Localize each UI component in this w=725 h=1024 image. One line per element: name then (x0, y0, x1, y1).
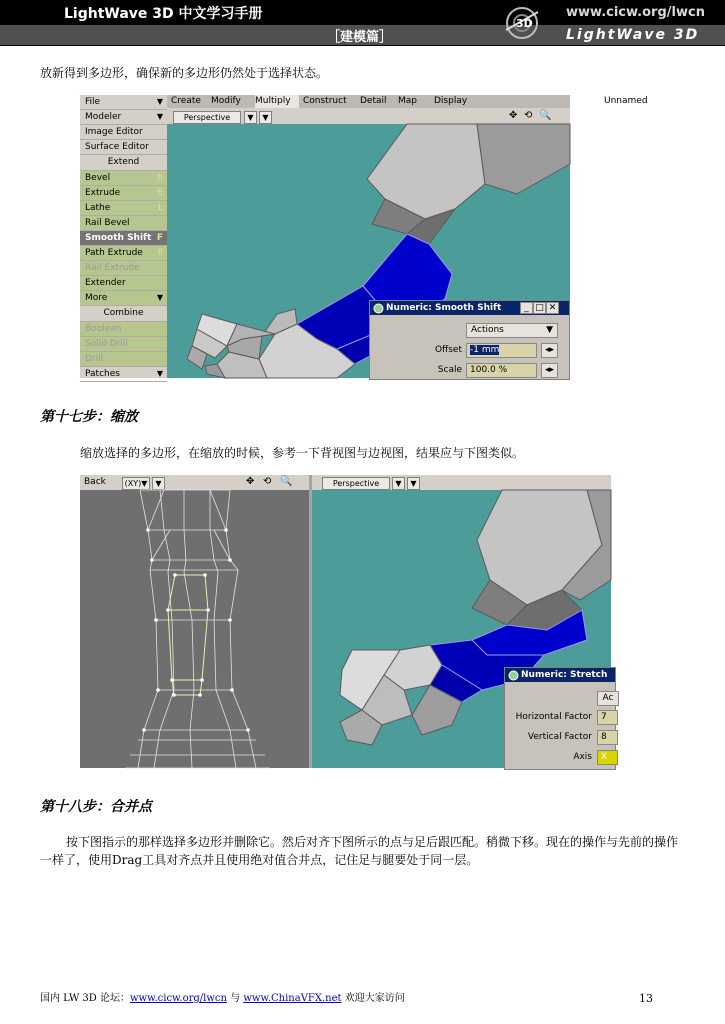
wireframe-leg (80, 490, 309, 768)
chevron-down-icon: ▼ (156, 97, 163, 106)
axes-label: (XY) (124, 479, 142, 488)
footer-link-chinavfx[interactable]: www.ChinaVFX.net (243, 993, 342, 1004)
zoom-view-icon[interactable]: 🔍 (280, 476, 293, 487)
move-view-icon[interactable]: ✥ (509, 110, 518, 121)
chevron-down-icon[interactable]: ▼ (152, 477, 165, 490)
menu-item-label: Extend (107, 157, 140, 167)
perspective-viewport-2[interactable] (312, 490, 614, 768)
numeric-stretch-title: Numeric: Stretch (505, 668, 615, 682)
menu-item-lathe[interactable] (80, 201, 167, 216)
menu-item-label: Solid Drill (85, 339, 128, 349)
offset-slider-icon[interactable]: ◂▸ (541, 343, 558, 358)
footer (40, 992, 405, 1006)
menu-item-path-extrude[interactable] (80, 246, 167, 261)
screenshot-stretch (80, 475, 614, 768)
menu-item-image-editor[interactable] (80, 125, 167, 140)
chevron-down-icon[interactable]: ▼ (259, 111, 272, 124)
menu-item-label: More (85, 293, 108, 303)
back-viewport-label: Back (84, 477, 106, 487)
shortcut-key: P (157, 248, 163, 258)
chevron-down-icon: ▼ (141, 479, 148, 488)
menu-item-label: Extrude (85, 188, 121, 198)
menu-item-label: Modeler (85, 112, 122, 122)
menu-item-label: Rail Bevel (85, 218, 130, 228)
object-name: Unnamed (604, 96, 648, 106)
viewport-type-select[interactable]: Perspective (173, 111, 241, 124)
menu-item-label: Path Extrude (85, 248, 143, 258)
rotate-view-icon[interactable]: ⟲ (524, 110, 533, 121)
move-view-icon[interactable]: ✥ (246, 476, 255, 487)
menu-item-extend (80, 155, 167, 171)
back-viewport[interactable] (80, 490, 309, 768)
chevron-down-icon[interactable]: ▼ (407, 477, 420, 490)
footer-prefix: 国内 LW 3D 论坛： (40, 993, 130, 1004)
screenshot-smooth-shift (80, 95, 648, 379)
axes-select[interactable] (122, 477, 150, 490)
chevron-down-icon[interactable]: ▼ (392, 477, 405, 490)
menu-item-drill[interactable] (80, 352, 167, 367)
perspective-viewport-header (312, 475, 611, 490)
actions-dropdown[interactable] (466, 323, 558, 338)
menu-item-label: Smooth Shift (85, 233, 152, 243)
menu-item-solid-drill[interactable] (80, 337, 167, 352)
footer-middle: 与 (226, 993, 244, 1004)
menu-item-rail-extrude[interactable] (80, 261, 167, 276)
menu-item-label: Combine (103, 308, 144, 318)
maximize-button[interactable]: □ (533, 302, 546, 314)
offset-label: Offset (434, 345, 462, 355)
step17-heading: 第十七步：缩放 (40, 409, 138, 425)
tab-map[interactable]: Map (398, 96, 417, 106)
shortcut-key: F (156, 233, 163, 243)
menu-item-patches[interactable] (80, 367, 167, 382)
zoom-view-icon[interactable]: 🔍 (539, 110, 552, 121)
actions-label: Actions (471, 325, 504, 335)
lightwave-icon (508, 670, 519, 681)
close-button[interactable]: ✕ (546, 302, 559, 314)
offset-field[interactable] (466, 343, 537, 358)
horizontal-factor-field[interactable]: 7 (597, 710, 618, 725)
viewport-type-select[interactable]: Perspective (322, 477, 390, 490)
modeler-toolbar (80, 95, 167, 378)
menu-item-file[interactable] (80, 95, 167, 110)
menu-item-label: Extender (85, 278, 126, 288)
menu-item-more[interactable] (80, 291, 167, 306)
numeric-title: Numeric: Smooth Shift (370, 301, 569, 315)
page-number: 13 (639, 992, 653, 1005)
header-brand: LightWave 3D (566, 27, 700, 43)
offset-value: -1 mm (470, 345, 500, 355)
tab-multiply[interactable]: Multiply (255, 95, 299, 108)
tab-modify[interactable]: Modify (211, 96, 241, 106)
chevron-down-icon: ▼ (156, 112, 163, 121)
back-viewport-header (80, 475, 309, 490)
menu-item-combine (80, 306, 167, 322)
chevron-down-icon: ▼ (156, 369, 163, 378)
svg-text:3D: 3D (516, 17, 533, 30)
vertical-factor-field[interactable]: 8 (597, 730, 618, 745)
minimize-button[interactable]: _ (520, 302, 533, 314)
step18-heading: 第十八步：合并点 (40, 799, 152, 815)
lightwave-icon (373, 303, 384, 314)
tab-detail[interactable]: Detail (360, 96, 387, 106)
footer-link-cicw[interactable]: www.cicw.org/lwcn (129, 993, 227, 1004)
viewport-header (167, 109, 570, 124)
menu-item-surface-editor[interactable] (80, 140, 167, 155)
menu-item-label: File (85, 97, 101, 107)
shortcut-key: E (157, 188, 163, 198)
scale-slider-icon[interactable]: ◂▸ (541, 363, 558, 378)
menu-item-boolean[interactable] (80, 322, 167, 337)
tab-bar (167, 95, 648, 108)
menu-item-label: Rail Extrude (85, 263, 140, 273)
actions-dropdown[interactable]: Ac (597, 691, 619, 706)
menu-item-label: Patches (85, 369, 120, 379)
menu-item-extrude[interactable] (80, 186, 167, 201)
horizontal-factor-label: Horizontal Factor (515, 712, 592, 722)
scale-label: Scale (437, 365, 462, 375)
step17-text: 缩放选择的多边形，在缩放的时候，参考一下背视图与边视图，结果应与下图类似。 (80, 446, 525, 460)
chevron-down-icon: ▼ (156, 293, 163, 302)
shortcut-key: b (157, 173, 163, 183)
menu-item-smooth-shift[interactable] (80, 231, 167, 246)
tab-construct[interactable]: Construct (303, 96, 347, 106)
header-url: www.cicw.org/lwcn (566, 5, 705, 20)
axis-field[interactable]: X (597, 750, 618, 765)
intro-text: 放新得到多边形，确保新的多边形仍然处于选择状态。 (40, 66, 329, 80)
scale-field[interactable]: 100.0 % (466, 363, 537, 378)
chevron-down-icon[interactable]: ▼ (244, 111, 257, 124)
header-title: LightWave 3D 中文学习手册 (64, 6, 263, 22)
axis-label: Axis (573, 752, 592, 762)
numeric-panel (369, 300, 570, 380)
rotate-view-icon[interactable]: ⟲ (263, 476, 272, 487)
menu-item-modeler[interactable] (80, 110, 167, 125)
menu-item-label: Lathe (85, 203, 111, 213)
menu-item-label: Drill (85, 354, 104, 364)
footer-suffix: 欢迎大家访问 (341, 993, 405, 1004)
tab-create[interactable]: Create (171, 96, 201, 106)
vertical-factor-label: Vertical Factor (527, 732, 592, 742)
tab-display[interactable]: Display (434, 96, 468, 106)
menu-item-label: Boolean (85, 324, 122, 334)
lightwave-logo-icon (496, 2, 548, 44)
chevron-down-icon: ▼ (546, 325, 553, 335)
step18-text: 按下图指示的那样选择多边形并删除它。然后对齐下图所示的点与足后跟匹配。稍微下移。现在的操作与先前的操作一样了，使用Drag工具对齐点并且使用绝对值合并点，记住足与腿要处于同一层。 (40, 835, 679, 867)
menu-item-label: Surface Editor (85, 142, 149, 152)
shortcut-key: L (157, 203, 163, 213)
header-section: ［建模篇］ (327, 30, 393, 45)
numeric-stretch-panel (504, 667, 616, 770)
menu-item-rail-bevel[interactable] (80, 216, 167, 231)
menu-item-label: Bevel (85, 173, 111, 183)
menu-item-bevel[interactable] (80, 171, 167, 186)
perspective-viewport[interactable] (167, 124, 570, 378)
menu-item-label: Image Editor (85, 127, 143, 137)
menu-item-extender[interactable] (80, 276, 167, 291)
